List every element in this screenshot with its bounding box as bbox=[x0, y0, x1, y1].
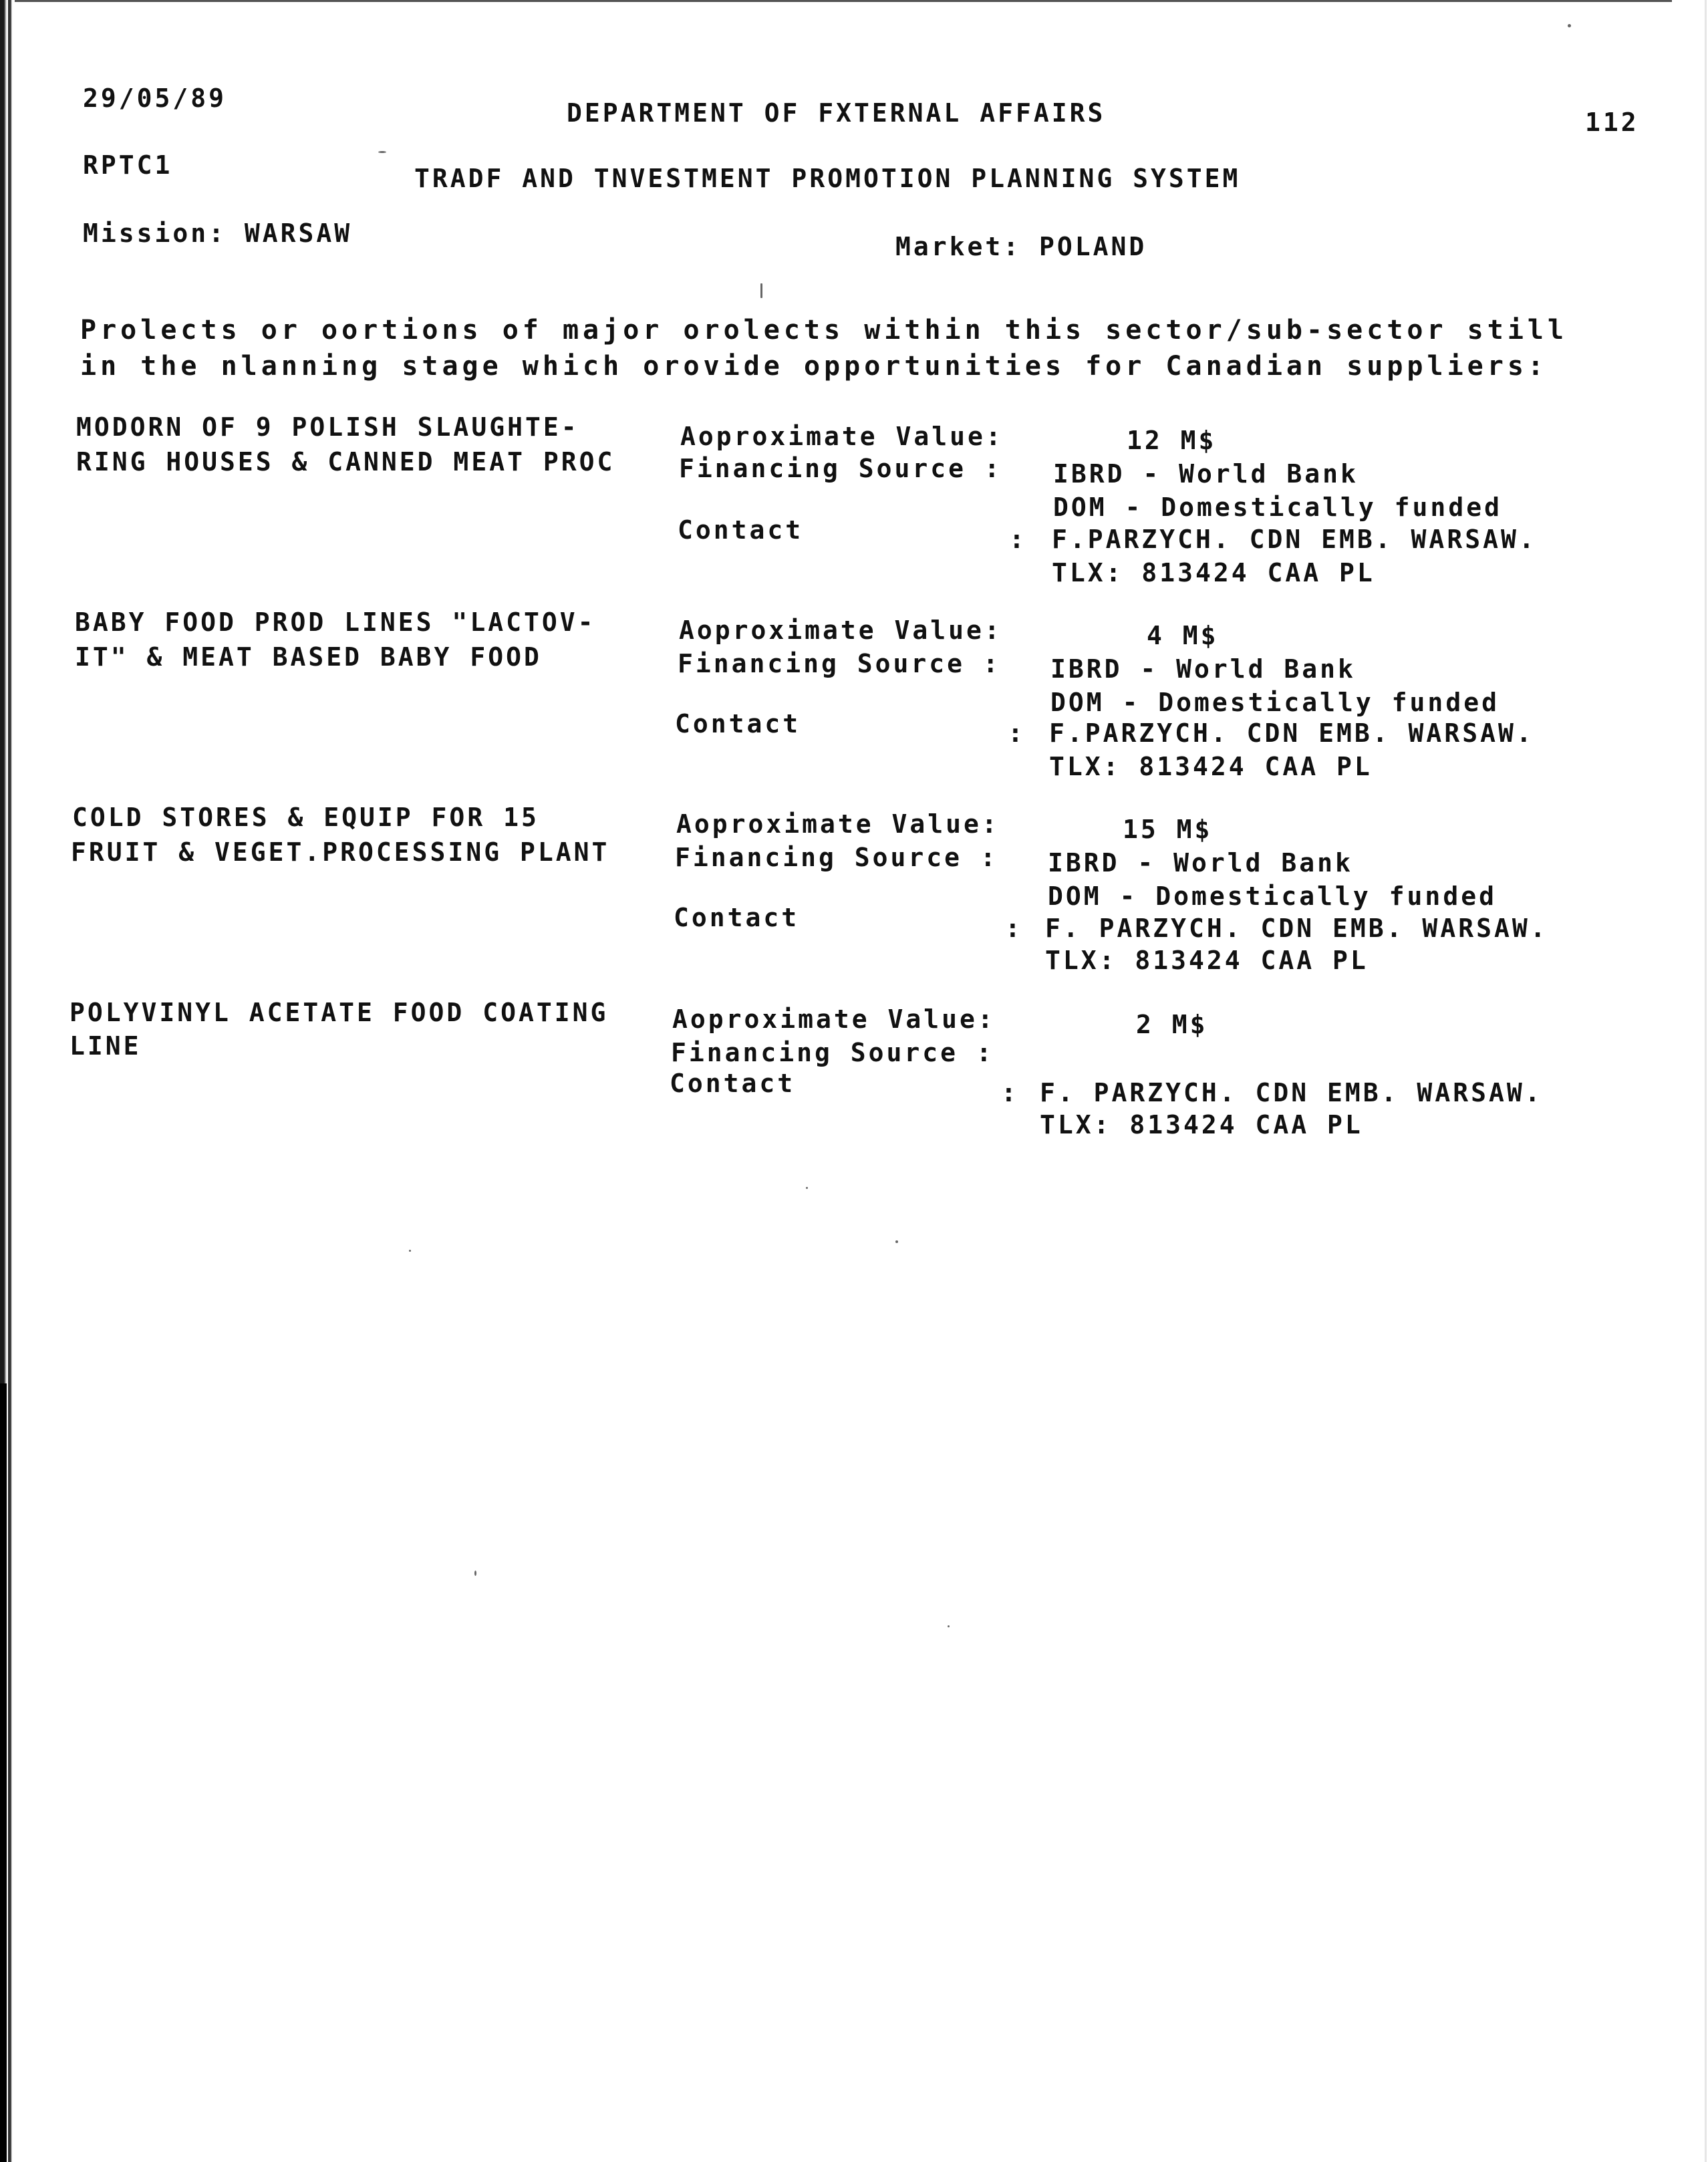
contact-colon: : bbox=[1009, 525, 1027, 554]
scan-speck bbox=[409, 1250, 411, 1252]
contact-label: Contact bbox=[675, 709, 801, 738]
financing-label: Financing Source : bbox=[675, 843, 998, 872]
scan-speck bbox=[378, 151, 386, 153]
scan-speck bbox=[948, 1625, 950, 1627]
financing-source-1: IBRD - World Bank bbox=[1048, 848, 1353, 877]
financing-label: Financing Source : bbox=[679, 454, 1002, 483]
mission-label: Mission: WARSAW bbox=[83, 219, 353, 248]
contact-line-1: F.PARZYCH. CDN EMB. WARSAW. bbox=[1052, 525, 1537, 554]
scan-speck bbox=[895, 1240, 898, 1243]
project-title-line-2: LINE bbox=[69, 1031, 142, 1061]
value-label: Aoproximate Value: bbox=[679, 616, 1002, 645]
financing-label: Financing Source : bbox=[671, 1038, 994, 1067]
financing-source-2: DOM - Domestically funded bbox=[1053, 493, 1502, 522]
scan-top-line bbox=[15, 0, 1672, 2]
contact-colon: : bbox=[1001, 1078, 1019, 1107]
financing-label: Financing Source : bbox=[678, 649, 1001, 678]
project-title-line-1: MODORN OF 9 POLISH SLAUGHTE- bbox=[76, 412, 579, 442]
contact-line-2: TLX: 813424 CAA PL bbox=[1045, 946, 1369, 975]
financing-source-2: DOM - Domestically funded bbox=[1048, 882, 1497, 911]
contact-label: Contact bbox=[674, 903, 800, 932]
scan-speck bbox=[1568, 24, 1571, 27]
project-title-line-2: IT" & MEAT BASED BABY FOOD bbox=[75, 642, 542, 672]
project-title-line-2: FRUIT & VEGET.PROCESSING PLANT bbox=[71, 837, 610, 867]
page-number: 112 bbox=[1585, 108, 1639, 137]
project-title-line-1: COLD STORES & EQUIP FOR 15 bbox=[72, 803, 539, 832]
contact-line-1: F.PARZYCH. CDN EMB. WARSAW. bbox=[1049, 718, 1534, 748]
intro-line-2: in the nlanning stage which orovide opportunities for Canadian suppliers: bbox=[80, 351, 1548, 382]
approximate-value: 15 M$ bbox=[1123, 815, 1213, 844]
scan-speck bbox=[474, 1571, 476, 1576]
value-label: Aoproximate Value: bbox=[680, 422, 1004, 451]
contact-line-1: F. PARZYCH. CDN EMB. WARSAW. bbox=[1045, 914, 1548, 943]
scan-left-edge-dark bbox=[0, 1383, 7, 2162]
report-code: RPTC1 bbox=[83, 150, 173, 180]
scan-speck bbox=[760, 283, 762, 298]
market-label: Market: POLAND bbox=[895, 232, 1147, 261]
contact-colon: : bbox=[1008, 718, 1026, 748]
project-title-line-2: RING HOUSES & CANNED MEAT PROC bbox=[76, 447, 615, 477]
contact-label: Contact bbox=[670, 1069, 796, 1098]
system-title: TRADF AND TNVESTMENT PROMOTION PLANNING SYSTEM bbox=[414, 164, 1241, 193]
scan-speck bbox=[806, 1187, 808, 1189]
department-title: DEPARTMENT OF FXTERNAL AFFAIRS bbox=[567, 98, 1106, 128]
approximate-value: 12 M$ bbox=[1127, 426, 1217, 455]
financing-source-1: IBRD - World Bank bbox=[1050, 654, 1356, 684]
contact-label: Contact bbox=[678, 515, 804, 545]
financing-source-2: DOM - Domestically funded bbox=[1050, 688, 1500, 717]
report-date: 29/05/89 bbox=[83, 84, 227, 113]
contact-line-2: TLX: 813424 CAA PL bbox=[1049, 752, 1373, 781]
approximate-value: 2 M$ bbox=[1136, 1010, 1208, 1039]
value-label: Aoproximate Value: bbox=[676, 809, 1000, 839]
scan-right-edge bbox=[1705, 0, 1707, 2162]
contact-line-1: F. PARZYCH. CDN EMB. WARSAW. bbox=[1040, 1078, 1543, 1107]
contact-colon: : bbox=[1005, 914, 1023, 943]
project-title-line-1: POLYVINYL ACETATE FOOD COATING bbox=[69, 998, 609, 1027]
value-label: Aoproximate Value: bbox=[672, 1004, 996, 1034]
intro-line-1: Prolects or oortions of major orolects within this sector/sub-sector still bbox=[80, 315, 1568, 346]
financing-source-1: IBRD - World Bank bbox=[1053, 459, 1359, 489]
approximate-value: 4 M$ bbox=[1147, 621, 1219, 650]
contact-line-2: TLX: 813424 CAA PL bbox=[1052, 558, 1375, 587]
project-title-line-1: BABY FOOD PROD LINES "LACTOV- bbox=[75, 607, 596, 637]
contact-line-2: TLX: 813424 CAA PL bbox=[1040, 1110, 1363, 1139]
